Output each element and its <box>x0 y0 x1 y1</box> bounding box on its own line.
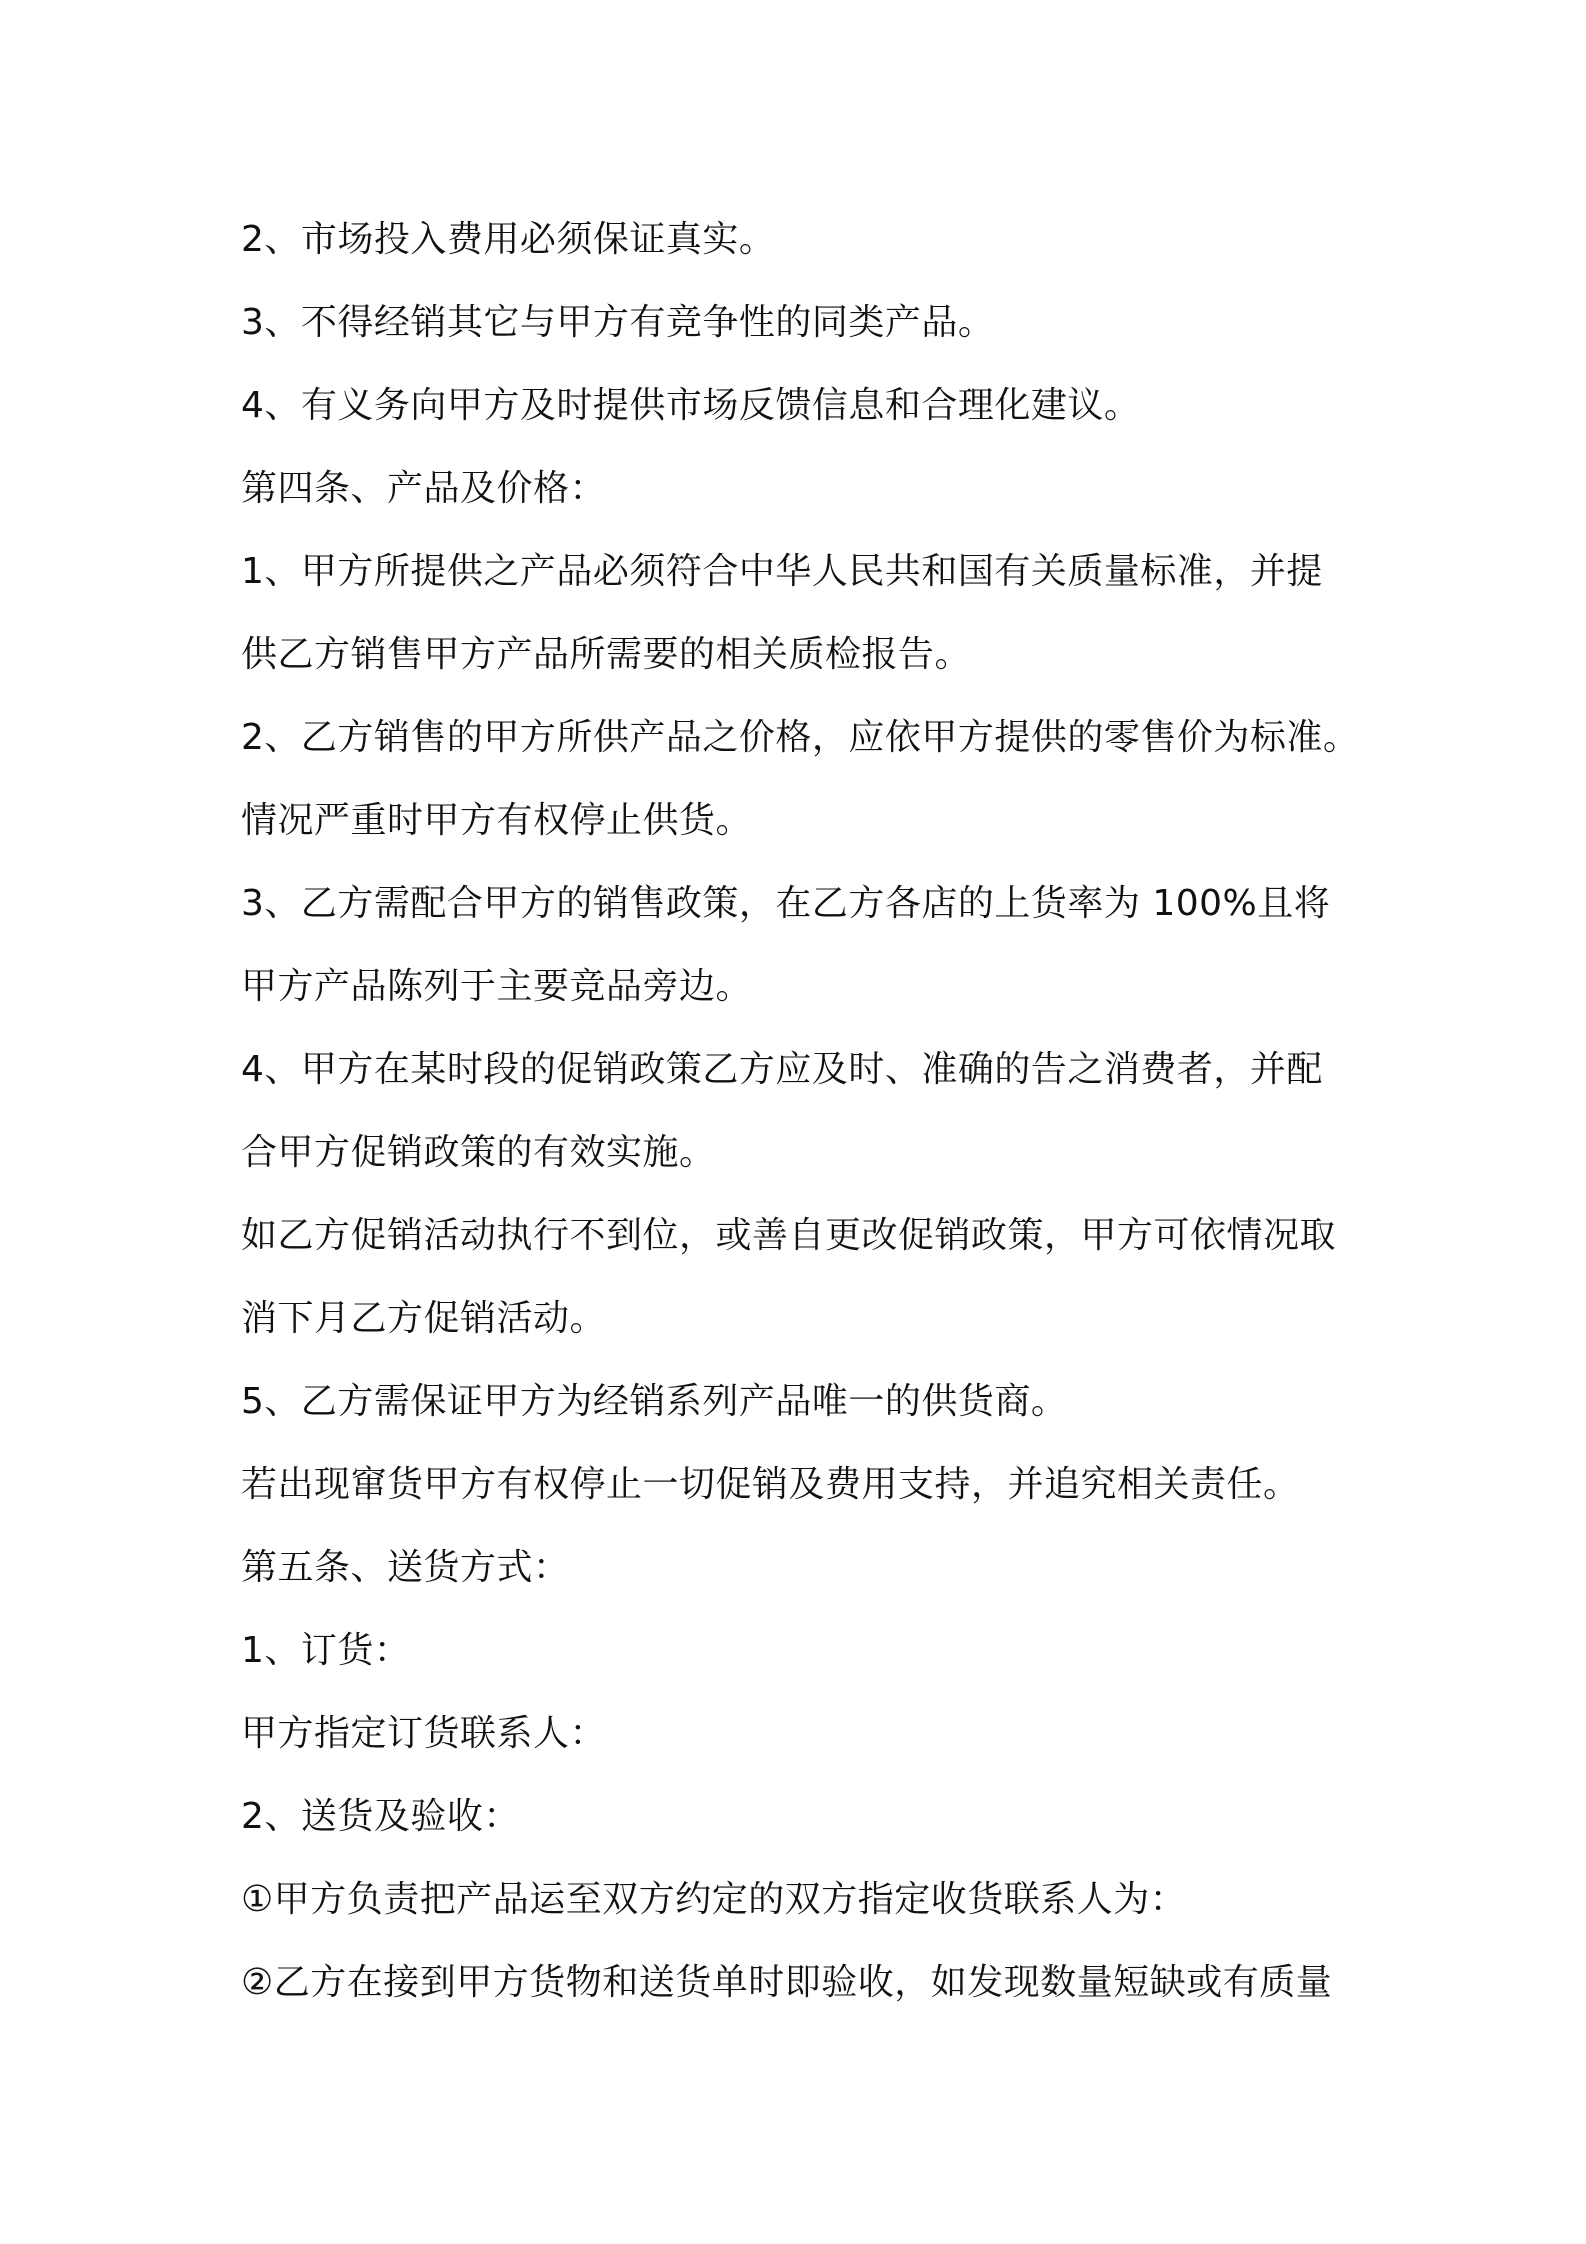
article-4-item-4-line-1: 4、甲方在某时段的促销政策乙方应及时、准确的告之消费者，并配 <box>241 1049 1323 1090</box>
article-5-heading: 第五条、送货方式： <box>241 1547 570 1588</box>
article-4-cross-selling-note: 若出现窜货甲方有权停止一切促销及费用支持，并追究相关责任。 <box>241 1464 1300 1505</box>
article-4-item-1-line-1: 1、甲方所提供之产品必须符合中华人民共和国有关质量标准，并提 <box>241 551 1323 592</box>
article-4-promotion-note-line-2: 消下月乙方促销活动。 <box>241 1298 607 1339</box>
article-5-delivery-point-1: ①甲方负责把产品运至双方约定的双方指定收货联系人为： <box>241 1879 1187 1920</box>
clause-2-market-cost: 2、市场投入费用必须保证真实。 <box>241 219 776 260</box>
article-4-item-3-line-1: 3、乙方需配合甲方的销售政策，在乙方各店的上货率为 100%且将 <box>241 883 1331 924</box>
article-5-order-contact: 甲方指定订货联系人： <box>241 1713 607 1754</box>
clause-3-no-competing-products: 3、不得经销其它与甲方有竞争性的同类产品。 <box>241 302 995 343</box>
article-4-item-3-line-2: 甲方产品陈列于主要竞品旁边。 <box>241 966 753 1007</box>
article-4-item-4-line-2: 合甲方促销政策的有效实施。 <box>241 1132 716 1173</box>
article-5-delivery-point-2: ②乙方在接到甲方货物和送货单时即验收，如发现数量短缺或有质量 <box>241 1962 1333 2003</box>
article-4-item-2-line-2: 情况严重时甲方有权停止供货。 <box>241 800 753 841</box>
article-4-item-1-line-2: 供乙方销售甲方产品所需要的相关质检报告。 <box>241 634 972 675</box>
article-5-item-2-delivery: 2、送货及验收： <box>241 1796 520 1837</box>
article-4-item-5: 5、乙方需保证甲方为经销系列产品唯一的供货商。 <box>241 1381 1068 1422</box>
article-4-heading: 第四条、产品及价格： <box>241 468 607 509</box>
document-body <box>241 198 1401 2024</box>
clause-4-market-feedback: 4、有义务向甲方及时提供市场反馈信息和合理化建议。 <box>241 385 1141 426</box>
article-5-item-1-ordering: 1、订货： <box>241 1630 411 1671</box>
article-4-promotion-note-line-1: 如乙方促销活动执行不到位，或善自更改促销政策，甲方可依情况取 <box>241 1215 1337 1256</box>
article-4-item-2-line-1: 2、乙方销售的甲方所供产品之价格，应依甲方提供的零售价为标准。 <box>241 717 1360 758</box>
